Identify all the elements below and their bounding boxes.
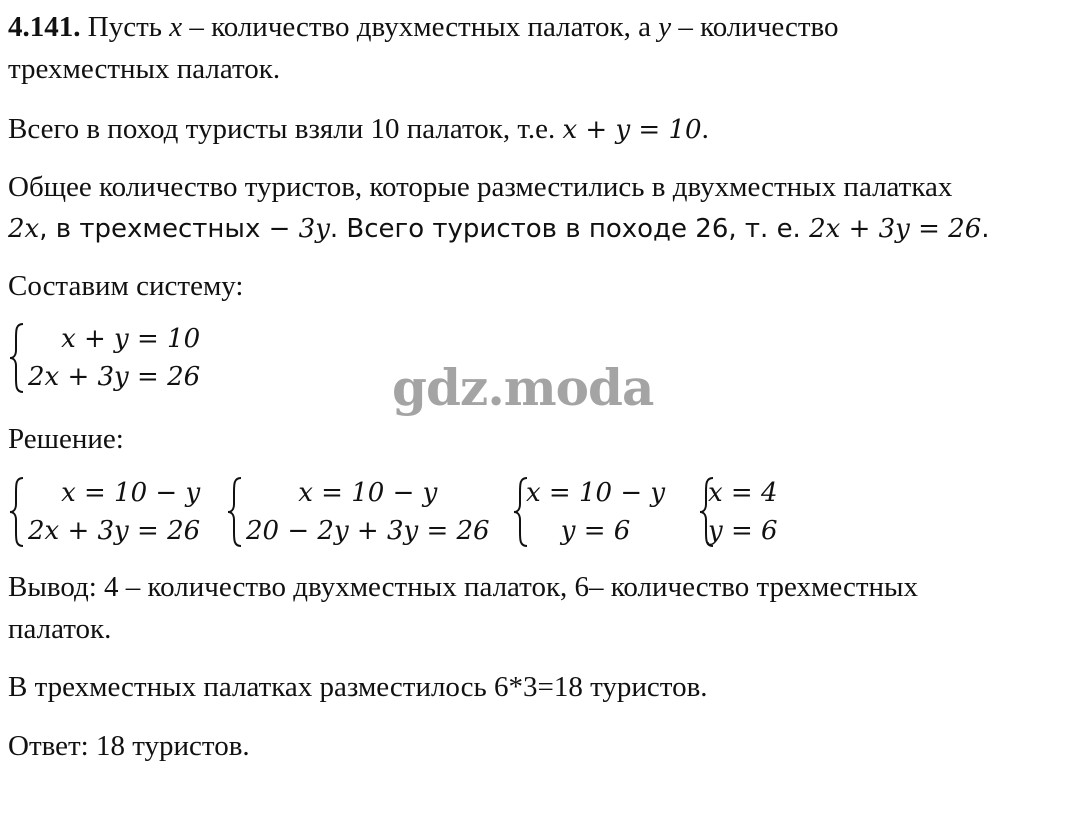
solution-system-4-row-1: x = 4 [708,478,778,508]
tourists-period: . [981,214,990,244]
system-1-rows [28,320,200,396]
solution-system-1-row-2: 2x + 3y = 26 [28,516,201,546]
tourists-formula: 2x + 3y = 26 [809,214,982,244]
solution-system-1-row-1: x = 10 − y [61,478,201,508]
variable-x: x [169,11,183,43]
total-tents-line [8,112,709,147]
solution-system-1-rows [28,474,200,550]
total-tents-period: . [701,113,709,145]
three-y-term: 3y [298,214,330,244]
solution-system-2-row-2: 20 − 2y + 3y = 26 [246,516,490,546]
three-place-result: В трехместных палатках разместилось 6*3=18 туристов. [8,671,708,703]
system-1-row-2: 2x + 3y = 26 [28,362,201,392]
two-x-term: 2x [8,214,40,244]
watermark: gdz.moda [392,358,654,417]
left-brace-icon [8,320,26,396]
solution-label: Решение: [8,423,124,455]
problem-statement-line-1 [8,10,839,44]
left-brace-icon [226,474,244,550]
left-brace-icon [8,474,26,550]
answer: Ответ: 18 туристов. [8,730,250,762]
problem-number: 4.141. [8,11,81,43]
problem-text-2: – количество двухместных палаток, а [182,11,659,43]
system-1-row-1: x + y = 10 [61,324,201,354]
total-tents-formula: x + y = 10 [562,115,702,145]
tourists-text-mid-1: , в трехместных − [39,214,299,244]
variable-y: y [658,11,672,43]
conclusion-line-1: Вывод: 4 – количество двухместных палаток, 6– количество трехместных [8,571,919,603]
conclusion-line-2: палаток. [8,613,112,645]
problem-statement-line-2: трехместных палаток. [8,53,281,85]
solution-system-3-rows [526,474,665,550]
compose-system-label: Составим систему: [8,270,244,302]
total-tents-text: Всего в поход туристы взяли 10 палаток, т.е. [8,113,563,145]
tourists-text-mid-2: . Всего туристов в походе 26, т. е. [329,214,810,244]
tourists-line-2 [8,211,990,246]
solution-system-4-row-2: y = 6 [708,516,778,546]
solution-system-2-row-1: x = 10 − y [298,478,438,508]
tourists-line-1: Общее количество туристов, которые разместились в двухместных палатках [8,171,953,203]
solution-system-3-row-2: y = 6 [560,516,631,546]
problem-text-3: – количество [671,11,839,43]
solution-system-4-rows [708,474,778,550]
solution-system-2-rows [246,474,490,550]
problem-text-1: Пусть [80,11,170,43]
solution-system-3-row-1: x = 10 − y [526,478,666,508]
